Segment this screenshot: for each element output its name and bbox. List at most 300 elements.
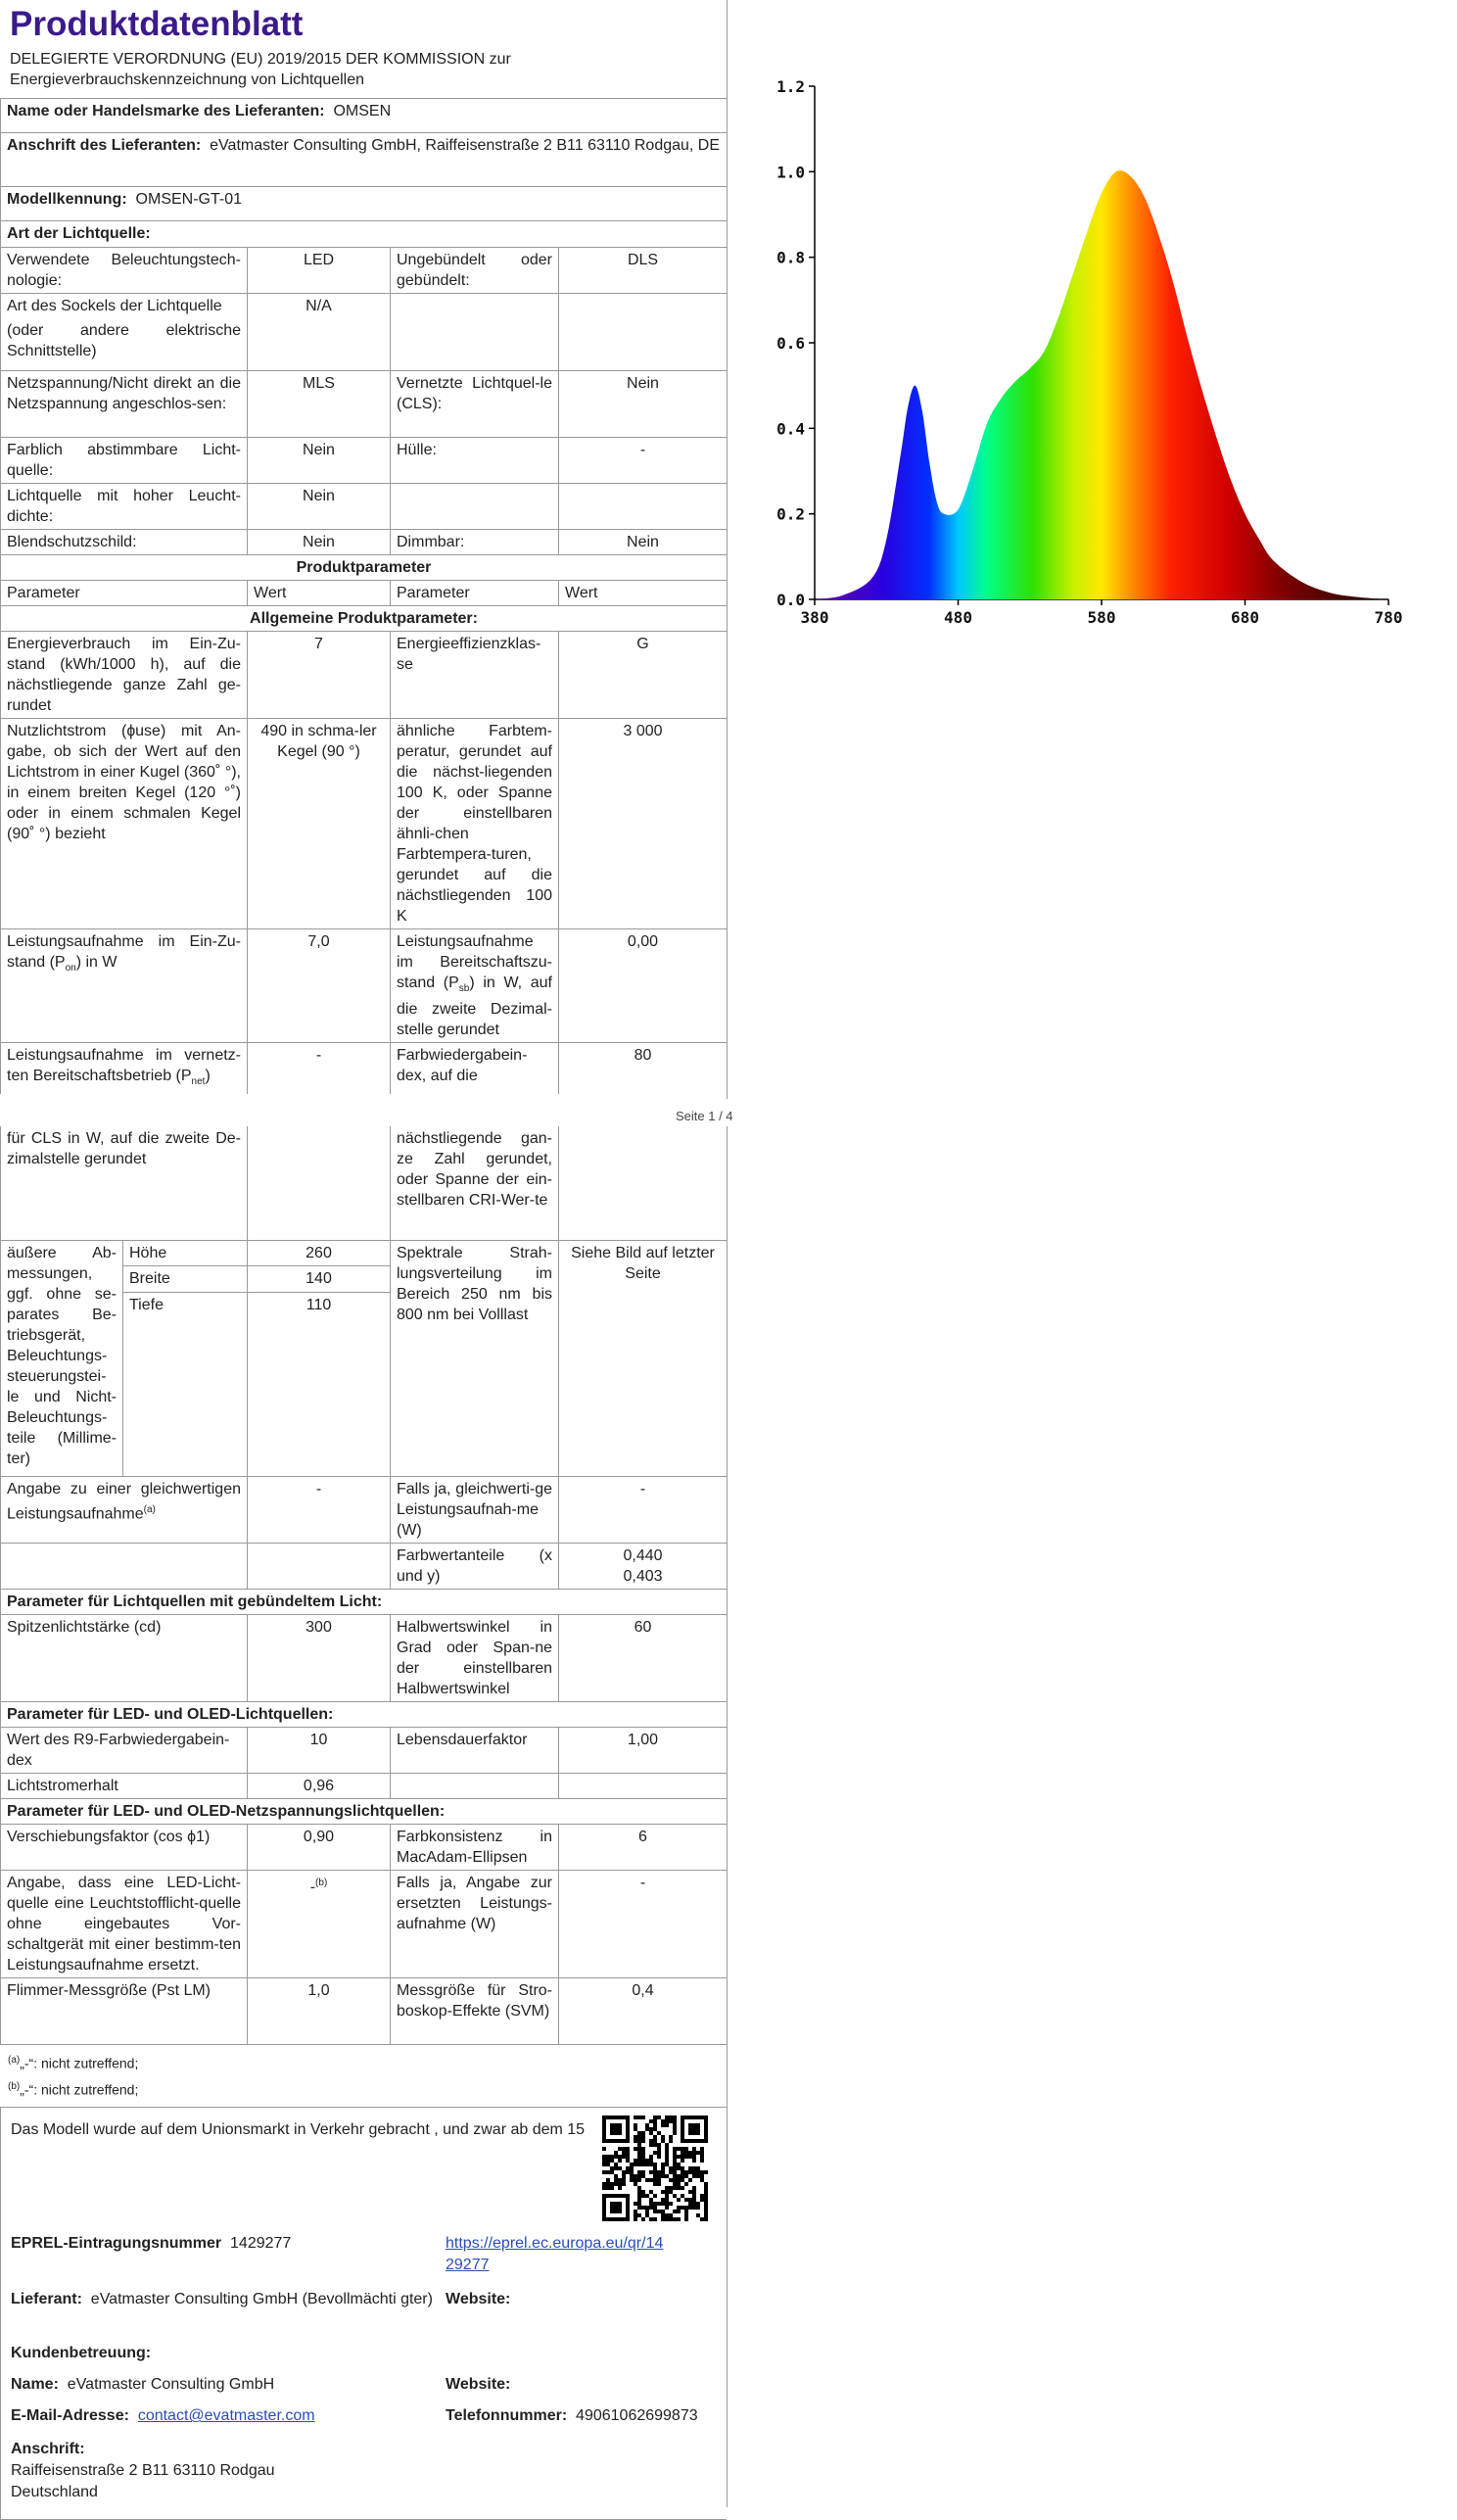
qr-module [614,2151,618,2155]
qr-module [649,2206,653,2210]
general-params-heading: Allgemeine Produktparameter: [1,606,728,632]
qr-module [649,2163,653,2166]
service-email: E-Mail-Adresse: contact@evatmaster.com [11,2407,315,2425]
replace-label: Angabe, dass eine LED-Licht-quelle eine Leuchtstofflicht-quelle ohne eingebautes Vor-schaltgerät mit einer bestimm-ten Leistungsaufnahme ersetzt. [1,1871,248,1978]
eprel-link[interactable]: https://eprel.ec.europa.eu/qr/14 29277 [446,2235,664,2274]
qr-module [684,2155,688,2159]
chroma-label: Farbwertanteile (x und y) [391,1544,559,1590]
qr-module [677,2210,681,2213]
qr-module [661,2174,665,2178]
qr-module [641,2174,645,2178]
qr-module [704,2202,708,2206]
dim-width-value: 140 [248,1266,391,1292]
qr-module [677,2155,681,2159]
table-row [1,1043,728,1095]
table-row [1,1477,728,1544]
footnote-b: $^{(b)}$„-“: nicht zutreffend; [8,2080,139,2098]
qr-module [637,2131,641,2135]
cri-label-cont: nächstliegende gan-ze Zahl gerundet, oder Spanne der ein-stellbaren CRI-Wer-te [391,1126,559,1241]
efficiency-class-label: Energieeffizienzklas-se [391,632,559,719]
qr-module [637,2143,641,2147]
qr-module [618,2155,622,2159]
qr-module [634,2127,637,2131]
qr-module [649,2198,653,2202]
r9-value: 10 [248,1728,391,1774]
qr-module [669,2217,673,2221]
qr-module [661,2123,665,2127]
y-tick-label: 0.8 [776,248,805,267]
qr-module [704,2210,708,2213]
qr-module [688,2166,692,2170]
qr-module [665,2147,669,2151]
qr-module [688,2206,692,2210]
eprel-number: EPREL-Eintragungsnummer 1429277 [11,2235,292,2253]
qr-module [661,2119,665,2123]
qr-module [661,2198,665,2202]
qr-module [681,2166,684,2170]
efficiency-class-value: G [559,632,728,719]
qr-module [684,2217,688,2221]
qr-module [614,2182,618,2186]
energy-label: Energieverbrauch im Ein-Zu-stand (kWh/1000 h), auf die nächstliegende ganze Zahl ge-rundet [1,632,248,719]
flux-value: 490 in schma-ler Kegel (90 °) [248,719,391,929]
qr-module [688,2151,692,2155]
qr-module [622,2147,626,2151]
qr-module [649,2139,653,2143]
y-tick-label: 0.0 [776,591,805,609]
qr-module [673,2182,677,2186]
qr-module [630,2166,634,2170]
qr-module [634,2202,637,2206]
table-row [1,1241,728,1266]
qr-module [673,2131,677,2135]
cap-empty-label [391,294,559,371]
qr-module [653,2210,657,2213]
page-title: Produktdatenblatt [10,5,304,43]
dpf-label: Verschiebungsfaktor (cos ϕ1) [1,1825,248,1871]
psb-value: 0,00 [559,929,728,1043]
mls-params-heading: Parameter für LED- und OLED-Netzspannungslichtquellen: [1,1799,728,1825]
qr-module [688,2178,692,2182]
qr-module [677,2186,681,2190]
qr-module [634,2163,637,2166]
qr-module [696,2170,700,2174]
qr-module [673,2119,677,2123]
qr-module [637,2202,641,2206]
light-type-heading: Art der Lichtquelle: [1,221,728,248]
regulation-text: DELEGIERTE VERORDNUNG (EU) 2019/2015 DER KOMMISSION zur Energieverbrauchskennzeichnung von Lichtquellen [10,51,511,88]
qr-module [641,2194,645,2198]
qr-module [692,2151,696,2155]
qr-module [704,2186,708,2190]
qr-module [634,2174,637,2178]
qr-module [614,2163,618,2166]
qr-module [641,2116,645,2119]
qr-module [657,2143,661,2147]
qr-module [657,2202,661,2206]
qr-module [649,2202,653,2206]
cls-label: Vernetzte Lichtquel-le (CLS): [391,371,559,438]
qr-module [637,2190,641,2194]
qr-module [649,2170,653,2174]
qr-module [669,2170,673,2174]
qr-module [688,2202,692,2206]
qr-module [614,2174,618,2178]
qr-module [637,2213,641,2217]
qr-module [665,2190,669,2194]
tech-label: Verwendete Beleuchtungstech-nologie: [1,248,248,294]
email-link[interactable]: contact@evatmaster.com [137,2407,315,2425]
spectrum-chart [727,0,1457,686]
qr-module [641,2155,645,2159]
qr-module [622,2178,626,2182]
qr-module [657,2147,661,2151]
envelope-value: - [559,438,728,484]
qr-module [681,2155,684,2159]
table-row [1,632,728,719]
qr-module [661,2166,665,2170]
qr-module [684,2213,688,2217]
qr-module [688,2123,700,2135]
qr-module [653,2166,657,2170]
qr-module [665,2151,669,2155]
mains-label: Netzspannung/Nicht direkt an die Netzspannung angeschlos-sen: [1,371,248,438]
peak-intensity-value: 300 [248,1615,391,1702]
qr-module [618,2166,622,2170]
dim-width-label: Breite [123,1266,248,1292]
x-tick-label: 580 [1087,608,1116,627]
qr-module [673,2163,677,2166]
qr-module [669,2202,673,2206]
website-label: Website: [446,2291,511,2308]
qr-module [669,2186,673,2190]
qr-module [645,2213,649,2217]
qr-module [684,2151,688,2155]
qr-module [704,2217,708,2221]
table-header-row [1,581,728,606]
led-params-heading: Parameter für LED- und OLED-Lichtquellen: [1,1702,728,1728]
qr-module [637,2198,641,2202]
qr-module [681,2178,684,2182]
qr-module [626,2170,630,2174]
supplier-table [0,98,728,1094]
qr-module [649,2127,653,2131]
qr-module [626,2147,630,2151]
r9-label: Wert des R9-Farbwiedergabein-dex [1,1728,248,1774]
lifetime-label: Lebensdauerfaktor [391,1728,559,1774]
qr-module [637,2186,641,2190]
qr-module [649,2143,653,2147]
qr-module [645,2210,649,2213]
qr-module [630,2178,634,2182]
qr-module [657,2178,661,2182]
supplier-address-value: eVatmaster Consulting GmbH, Raiffeisenstraße 2 B11 63110 Rodgau, DE [210,137,721,154]
equiv-w-value: - [559,1477,728,1544]
spd-value: Siehe Bild auf letzter Seite [559,1241,728,1477]
table-row [1,1615,728,1702]
qr-module [669,2119,673,2123]
qr-module [645,2127,649,2131]
y-tick-label: 0.2 [776,504,805,524]
lifetime-value: 1,00 [559,1728,728,1774]
qr-module [661,2135,665,2139]
pnet-value: - [248,1043,391,1095]
dimmable-value: Nein [559,530,728,555]
qr-module [657,2155,661,2159]
qr-module [669,2166,673,2170]
qr-module [700,2174,704,2178]
qr-module [637,2163,641,2166]
qr-module [634,2135,637,2139]
qr-module [692,2202,696,2206]
qr-module [602,2147,606,2151]
peak-intensity-label: Spitzenlichtstärke (cd) [1,1615,248,1702]
cap-label: Art des Sockels der Lichtquelle [7,298,222,314]
qr-module [681,2194,684,2198]
qr-module [606,2182,610,2186]
eprel-qr-code[interactable] [602,2116,708,2221]
qr-module [673,2155,677,2159]
qr-module [637,2155,641,2159]
qr-module [634,2147,637,2151]
qr-module [641,2147,645,2151]
qr-module [696,2151,700,2155]
qr-module [634,2139,637,2143]
qr-module [626,2159,630,2163]
qr-module [653,2206,657,2210]
qr-module [661,2202,665,2206]
qr-module [700,2178,704,2182]
qr-module [681,2170,684,2174]
qr-module [653,2127,657,2131]
service-address-line1: Raiffeisenstraße 2 B11 63110 Rodgau [11,2462,275,2480]
qr-module [657,2182,661,2186]
high-luminance-empty-value [559,484,728,530]
replace-value: -$^{(b)}$ [248,1871,391,1978]
qr-module [692,2194,696,2198]
qr-module [602,2155,606,2159]
qr-module [657,2131,661,2135]
table-row [1,371,728,438]
spectrum-svg [727,0,1457,686]
spectrum-area [815,170,1388,599]
qr-module [696,2166,700,2170]
qr-module [673,2151,677,2155]
qr-module [661,2190,665,2194]
x-tick-label: 380 [800,608,829,627]
maintenance-empty [391,1774,559,1799]
table-row [1,248,728,294]
service-name: Name: eVatmaster Consulting GmbH [11,2376,275,2394]
qr-module [602,2182,606,2186]
qr-module [669,2139,673,2143]
qr-module [661,2217,665,2221]
maintenance-empty-value [559,1774,728,1799]
qr-module [649,2155,653,2159]
datasheet-page-1 [0,0,728,1099]
qr-module [634,2116,637,2119]
qr-module [669,2213,673,2217]
macadam-value: 6 [559,1825,728,1871]
qr-module [681,2186,684,2190]
qr-module [618,2186,622,2190]
table-row [1,484,728,530]
qr-module [606,2159,610,2163]
qr-module [673,2178,677,2182]
psb-label: Leistungsaufnahme im Bereitschaftszu-stand $(P_{sb})$ in W, auf die zweite Dezimal-stelle gerundet [391,929,559,1043]
model-label: Modellkennung: [7,191,127,208]
qr-module [657,2170,661,2174]
qr-module [665,2143,669,2147]
qr-module [606,2170,610,2174]
qr-module [696,2174,700,2178]
cap-value: N/A [248,294,391,371]
dpf-value: 0,90 [248,1825,391,1871]
qr-module [704,2170,708,2174]
qr-module [641,2139,645,2143]
qr-module [645,2206,649,2210]
qr-module [677,2206,681,2210]
qr-module [692,2155,696,2159]
qr-module [665,2163,669,2166]
qr-module [641,2135,645,2139]
tech-value: LED [248,248,391,294]
model-value: OMSEN-GT-01 [135,191,243,208]
qr-module [645,2178,649,2182]
qr-module [610,2155,614,2159]
qr-module [692,2170,696,2174]
supplier-name-value: OMSEN [333,103,392,119]
glare-label: Blendschutzschild: [1,530,248,555]
market-text: Das Modell wurde auf dem Unionsmarkt in Verkehr gebracht , und zwar ab dem 15 [11,2121,586,2139]
qr-module [657,2151,661,2155]
qr-module [673,2123,677,2127]
qr-module [649,2131,653,2135]
qr-module [637,2174,641,2178]
qr-module [610,2186,614,2190]
qr-module [692,2159,696,2163]
qr-module [602,2170,606,2174]
qr-module [602,2186,606,2190]
qr-module [665,2123,669,2127]
qr-module [677,2166,681,2170]
service-address-line2: Deutschland [11,2484,98,2501]
qr-module [653,2151,657,2155]
replace-w-label: Falls ja, Angabe zur ersetzten Leistungs-aufnahme (W) [391,1871,559,1978]
qr-module [630,2170,634,2174]
flux-label: Nutzlichtstrom (ɸuse) mit An-gabe, ob sich der Wert auf den Lichtstrom in einer Kugel (360˚ °), in einem breiten Kegel (120 °˚) oder in einem schmalen Kegel (90˚ °) bezieht [1,719,248,929]
y-tick-label: 1.0 [776,163,805,182]
qr-module [618,2159,622,2163]
qr-module [688,2198,692,2202]
qr-module [681,2206,684,2210]
qr-module [692,2147,696,2151]
cct-value: 3 000 [559,719,728,929]
table-row [1,1978,728,2045]
chroma-empty-value [248,1544,391,1590]
qr-module [704,2206,708,2210]
maintenance-label: Lichtstromerhalt [1,1774,248,1799]
pnet-label: Leistungsaufnahme im vernetz-ten Bereitschaftsbetrieb $(P_{net})$ [1,1043,248,1095]
qr-module [684,2206,688,2210]
qr-module [618,2147,622,2151]
qr-module [653,2143,657,2147]
qr-module [677,2178,681,2182]
qr-module [610,2159,614,2163]
cct-label: ähnliche Farbtem-peratur, gerundet auf die nächst-liegenden 100 K, oder Spanne der einstellbaren ähnli-chen Farbtempera-turen, gerundet auf die nächstliegenden 100 K [391,719,559,929]
qr-module [669,2178,673,2182]
qr-module [700,2151,704,2155]
y-tick-label: 1.2 [776,77,805,96]
qr-module [657,2174,661,2178]
table-row [1,929,728,1043]
qr-module [673,2127,677,2131]
table-row [1,294,728,371]
qr-module [696,2213,700,2217]
qr-module [669,2135,673,2139]
qr-module [610,2202,622,2213]
qr-module [637,2206,641,2210]
qr-module [618,2182,622,2186]
qr-module [610,2182,614,2186]
page-number: Seite 1 / 4 [676,1109,733,1123]
qr-module [661,2213,665,2217]
cls-value: Nein [559,371,728,438]
pnet-label-cont: für CLS in W, auf die zweite De-zimalstelle gerundet [1,1126,248,1241]
qr-module [614,2178,618,2182]
x-tick-label: 480 [944,608,972,627]
qr-module [653,2194,657,2198]
replace-w-value: - [559,1871,728,1978]
qr-module [634,2210,637,2213]
qr-module [618,2178,622,2182]
qr-module [688,2170,692,2174]
qr-module [602,2159,606,2163]
qr-module [649,2217,653,2221]
qr-module [704,2213,708,2217]
qr-module [657,2210,661,2213]
qr-module [657,2116,661,2119]
col-header-value: Wert [248,581,391,606]
table-row [1,1126,728,1241]
qr-module [661,2163,665,2166]
table-row [1,1728,728,1774]
qr-module [669,2116,673,2119]
qr-module [665,2116,669,2119]
params-table-continued [0,1126,728,2045]
service-phone: Telefonnummer: 49061062699873 [446,2407,698,2425]
qr-module [641,2206,645,2210]
cap-empty-value [559,294,728,371]
qr-module [653,2119,657,2123]
qr-module [684,2147,688,2151]
cri-value-cont [559,1126,728,1241]
qr-module [634,2159,637,2163]
qr-module [653,2170,657,2174]
macadam-label: Farbkonsistenz in MacAdam-Ellipsen [391,1825,559,1871]
equiv-label: Angabe zu einer gleichwertigen Leistungsaufnahme$^{(a)}$ [1,1477,248,1544]
qr-module [704,2182,708,2186]
qr-module [692,2186,696,2190]
qr-module [700,2170,704,2174]
qr-module [634,2178,637,2182]
supplier-address-label: Anschrift des Lieferanten: [7,137,202,154]
qr-module [637,2116,641,2119]
chroma-value: 0,440 0,403 [559,1544,728,1590]
qr-module [661,2170,665,2174]
high-luminance-empty [391,484,559,530]
directional-label: Ungebündelt oder gebündelt: [391,248,559,294]
